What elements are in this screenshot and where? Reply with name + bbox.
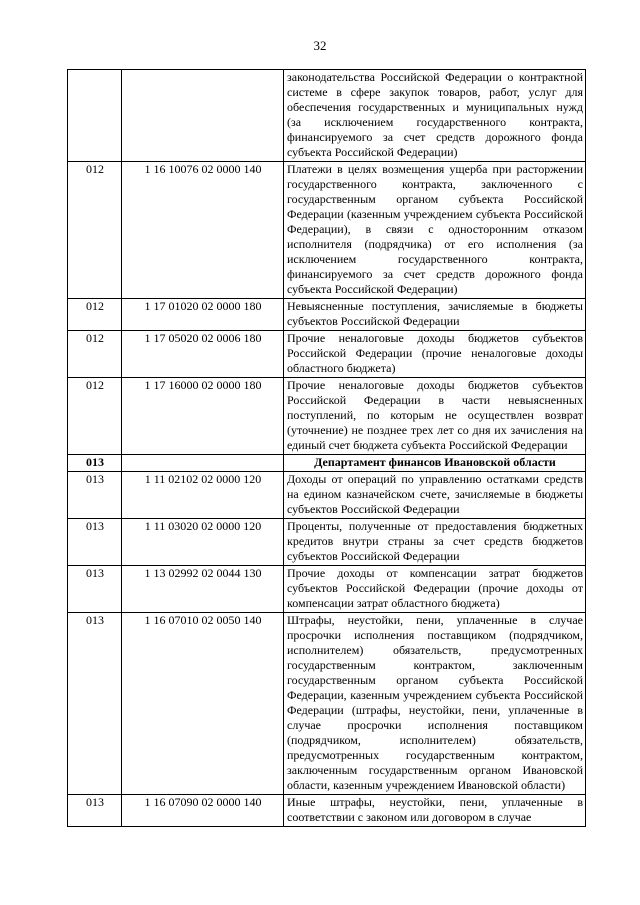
admin-code-cell: 013 [68,455,122,472]
budget-code-cell: 1 17 05020 02 0006 180 [122,331,284,378]
revenue-name-cell: Платежи в целях возмещения ущерба при расторжении государственного контракта, заключенного с государственным органом субъекта Российской Федерации (казенным учреждением субъекта Российской Федерации), в связи с односторонним отказом исполнителя (подрядчика) от его исполнения (за исключением государственного контракта, финансируемого за счет средств дорожного фонда субъекта Российской Федерации) [284,162,586,299]
budget-code-cell: 1 16 07090 02 0000 140 [122,795,284,827]
budget-code-cell [122,70,284,162]
budget-code-cell: 1 16 07010 02 0050 140 [122,613,284,795]
revenue-name-cell: Иные штрафы, неустойки, пени, уплаченные в соответствии с законом или договором в случае [284,795,586,827]
budget-code-cell: 1 13 02992 02 0044 130 [122,566,284,613]
admin-code-cell: 012 [68,331,122,378]
budget-code-cell: 1 17 01020 02 0000 180 [122,299,284,331]
table-row [68,299,586,331]
table-row [68,70,586,162]
admin-code-cell [68,70,122,162]
revenue-name-cell: Невыясненные поступления, зачисляемые в бюджеты субъектов Российской Федерации [284,299,586,331]
department-name-cell: Департамент финансов Ивановской области [284,455,586,472]
revenue-name-cell: Прочие доходы от компенсации затрат бюджетов субъектов Российской Федерации (прочие доходы от компенсации затрат областного бюджета) [284,566,586,613]
budget-code-cell: 1 11 02102 02 0000 120 [122,472,284,519]
table-row [68,378,586,455]
revenue-name-cell: законодательства Российской Федерации о контрактной системе в сфере закупок товаров, работ, услуг для обеспечения государственных и муниципальных нужд (за исключением государственного контракта, финансируемого за счет средств дорожного фонда субъекта Российской Федерации) [284,70,586,162]
table-row [68,566,586,613]
admin-code-cell: 012 [68,299,122,331]
admin-code-cell: 013 [68,795,122,827]
admin-code-cell: 012 [68,378,122,455]
revenue-name-cell: Проценты, полученные от предоставления бюджетных кредитов внутри страны за счет средств бюджетов субъектов Российской Федерации [284,519,586,566]
table-row [68,331,586,378]
budget-code-cell: 1 16 10076 02 0000 140 [122,162,284,299]
admin-code-cell: 012 [68,162,122,299]
revenue-codes-table [67,69,586,827]
admin-code-cell: 013 [68,613,122,795]
table-row [68,162,586,299]
page-number: 32 [313,38,327,53]
budget-code-cell [122,455,284,472]
revenue-name-cell: Прочие неналоговые доходы бюджетов субъектов Российской Федерации (прочие неналоговые доходы областного бюджета) [284,331,586,378]
revenue-name-cell: Штрафы, неустойки, пени, уплаченные в случае просрочки исполнения поставщиком (подрядчиком, исполнителем) обязательств, предусмотренных государственным контрактом, заключенным государственным органом субъекта Российской Федерации, казенным учреждением субъекта Российской Федерации (штрафы, неустойки, пени, уплаченные в случае просрочки исполнения поставщиком (подрядчиком, исполнителем) обязательств, предусмотренных государственным контрактом, заключенным государственным органом Ивановской области, казенным учреждением Ивановской области) [284,613,586,795]
budget-code-cell: 1 17 16000 02 0000 180 [122,378,284,455]
table-row [68,613,586,795]
admin-code-cell: 013 [68,566,122,613]
table-row [68,519,586,566]
table-row [68,795,586,827]
budget-code-cell: 1 11 03020 02 0000 120 [122,519,284,566]
department-header-row [68,455,586,472]
revenue-name-cell: Доходы от операций по управлению остатками средств на едином казначейском счете, зачисляемые в бюджеты субъектов Российской Федерации [284,472,586,519]
revenue-name-cell: Прочие неналоговые доходы бюджетов субъектов Российской Федерации в части невыясненных поступлений, по которым не осуществлен возврат (уточнение) не позднее трех лет со дня их зачисления на единый счет бюджета субъекта Российской Федерации [284,378,586,455]
admin-code-cell: 013 [68,472,122,519]
table-row [68,472,586,519]
admin-code-cell: 013 [68,519,122,566]
